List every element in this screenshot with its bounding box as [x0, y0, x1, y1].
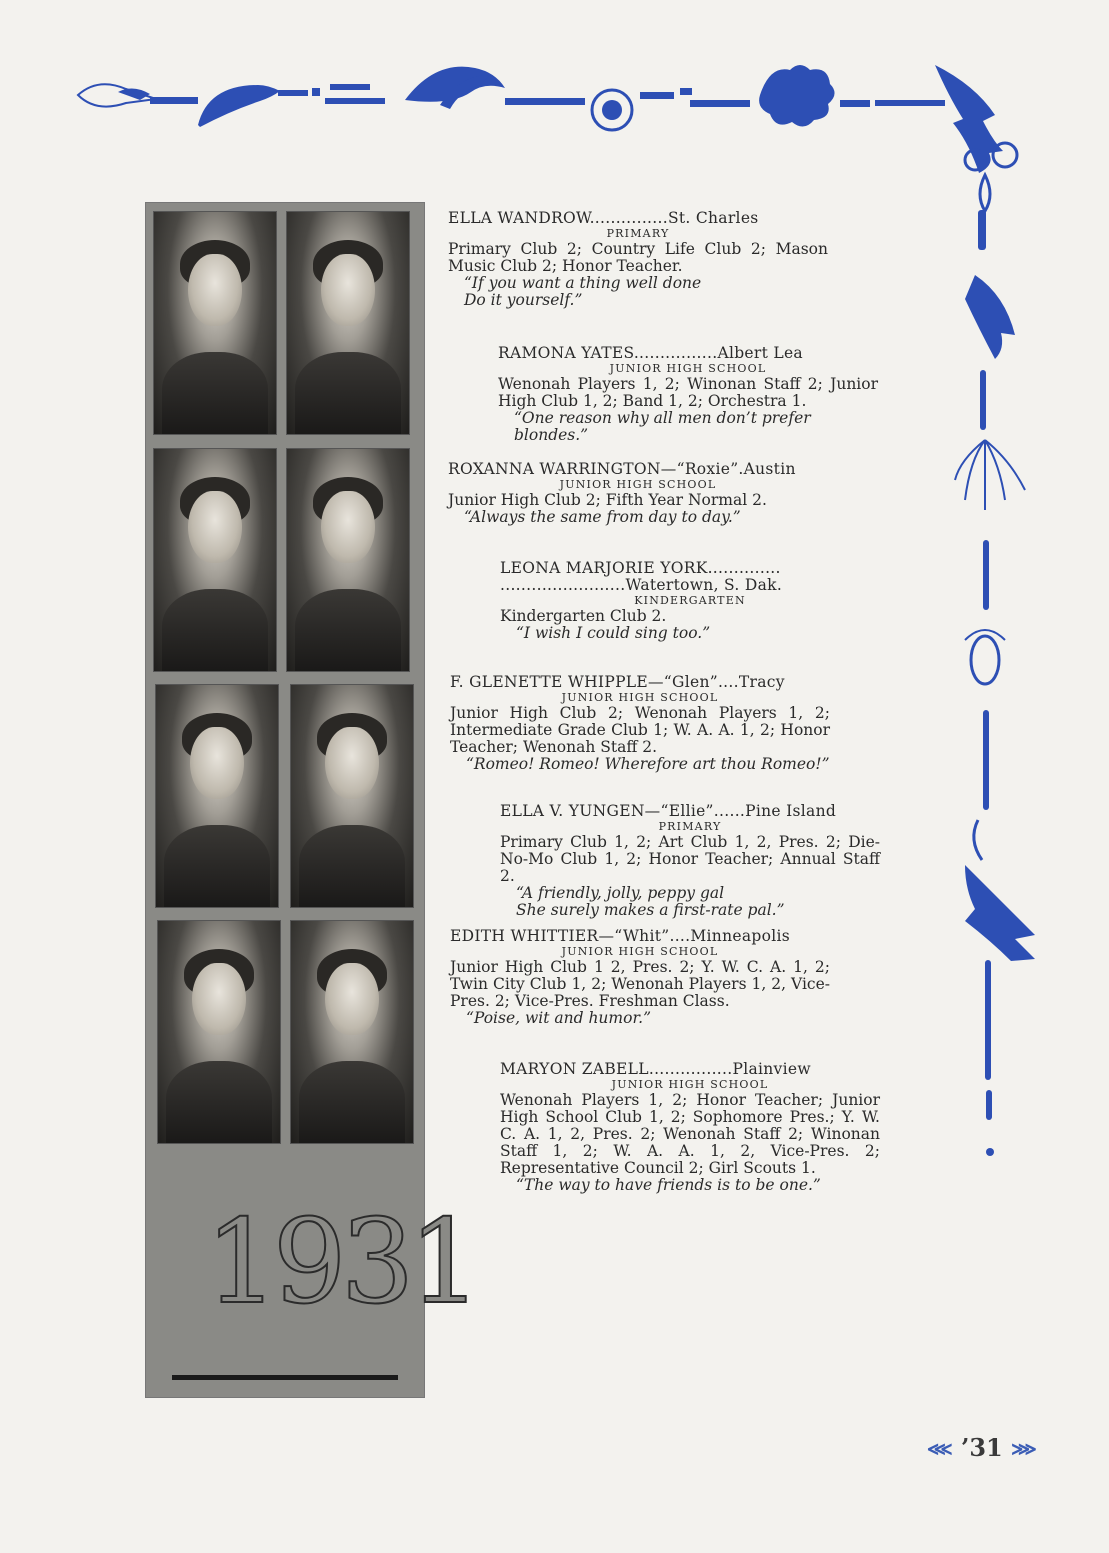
pinecone-icon — [971, 636, 999, 684]
entry-name: MARYON ZABELL................Plainview — [500, 1060, 811, 1078]
entry-quote-line-1: “Poise, wit and humor.” — [466, 1009, 652, 1027]
year-rule — [172, 1375, 398, 1380]
portrait-edith-whittier — [157, 920, 281, 1144]
entry-activities: Primary Club 2; Country Life Club 2; Mason Music Club 2; Honor Teacher. — [448, 240, 828, 275]
portrait-leona-york — [286, 448, 410, 672]
holly-leaf-icon-2 — [965, 275, 1015, 359]
page-number: ’31 — [960, 1433, 1003, 1462]
entry-dept: PRIMARY — [658, 820, 722, 833]
entry-activities: Wenonah Players 1, 2; Honor Teacher; Junior High School Club 1, 2; Sophomore Pres.; Y. W. C. A. 1, 2, Pres. 2; Wenonah Staff 2; Winonan Staff 1, 2; W. A. A. 1, 2, Vice-Pres. 2; Representative Council 2; Girl Scouts 1. — [500, 1091, 880, 1177]
oak-leaf-icon — [759, 65, 834, 127]
entry-name: EDITH WHITTIER—“Whit”....Minneapolis — [450, 927, 791, 945]
tassel-icon — [955, 440, 1025, 510]
entry-name: ROXANNA WARRINGTON—“Roxie”.Austin — [448, 460, 796, 478]
portrait-glenette-whipple — [155, 684, 279, 908]
holly-leaf-icon-3 — [965, 865, 1035, 961]
entry-dept: JUNIOR HIGH SCHOOL — [559, 478, 717, 491]
portrait-roxanna-warrington — [153, 448, 277, 672]
entry-activities: Wenonah Players 1, 2; Winonan Staff 2; Junior High Club 1, 2; Band 1, 2; Orchestra 1. — [498, 375, 878, 410]
entry-dept: KINDERGARTEN — [634, 594, 746, 607]
entry-roxanna-warrington — [448, 461, 828, 526]
left-ornament-icon: ⋘ — [927, 1439, 953, 1460]
entry-name: ELLA V. YUNGEN—“Ellie”......Pine Island — [500, 802, 837, 820]
entry-activities: Junior High Club 1 2, Pres. 2; Y. W. C. A. 1, 2; Twin City Club 1, 2; Wenonah Players 1, 2, Vice-Pres. 2; Vice-Pres. Freshman Class. — [450, 958, 830, 1010]
entry-quote-line-1: “One reason why all men don’t prefer blondes.” — [514, 409, 811, 444]
portrait-ramona-yates — [286, 211, 410, 435]
entry-glenette-whipple — [450, 674, 830, 773]
entry-dept: PRIMARY — [606, 227, 670, 240]
entry-ella-yungen — [500, 803, 880, 919]
entry-ramona-yates — [498, 345, 878, 444]
entry-quote-line-1: “Romeo! Romeo! Wherefore art thou Romeo!” — [466, 755, 830, 773]
entry-quote-line-1: “I wish I could sing too.” — [516, 624, 711, 642]
entry-dept: JUNIOR HIGH SCHOOL — [609, 362, 767, 375]
leaf-icon — [198, 85, 280, 127]
entry-name: ELLA WANDROW...............St. Charles — [448, 209, 759, 227]
entry-dept: JUNIOR HIGH SCHOOL — [611, 1078, 769, 1091]
entry-name: RAMONA YATES................Albert Lea — [498, 344, 803, 362]
portrait-ella-wandrow — [153, 211, 277, 435]
entry-quote-line-1: “A friendly, jolly, peppy gal — [516, 884, 725, 902]
entry-dept: JUNIOR HIGH SCHOOL — [561, 691, 719, 704]
entry-edith-whittier — [450, 928, 830, 1027]
entry-quote-line-2: She surely makes a first-rate pal.” — [516, 901, 785, 919]
entry-activities: Junior High Club 2; Wenonah Players 1, 2; Intermediate Grade Club 1; W. A. A. 1, 2; Honor Teacher; Wenonah Staff 2. — [450, 704, 830, 756]
entry-quote-line-1: “If you want a thing well done — [464, 274, 702, 292]
entry-leona-york — [500, 560, 880, 642]
year-label: 1931 — [205, 1195, 477, 1330]
portrait-maryon-zabell — [290, 920, 414, 1144]
right-ornament-icon: ⋙ — [1011, 1439, 1037, 1460]
page-footer — [927, 1433, 1057, 1463]
entry-name-line-1: LEONA MARJORIE YORK.............. — [500, 559, 781, 577]
entry-quote-line-1: “The way to have friends is to be one.” — [516, 1176, 821, 1194]
entry-dept: JUNIOR HIGH SCHOOL — [561, 945, 719, 958]
entry-maryon-zabell — [500, 1061, 880, 1194]
entry-ella-wandrow — [448, 210, 828, 309]
entry-name: F. GLENETTE WHIPPLE—“Glen”....Tracy — [450, 673, 785, 691]
entry-activities: Junior High Club 2; Fifth Year Normal 2. — [448, 491, 767, 509]
entry-activities: Primary Club 1, 2; Art Club 1, 2, Pres. 2; Die-No-Mo Club 1, 2; Honor Teacher; Annual Staff 2. — [500, 833, 880, 885]
entry-name-line-2: ........................Watertown, S. Dak. — [500, 576, 783, 594]
entry-activities: Kindergarten Club 2. — [500, 607, 667, 625]
entry-quote-line-2: Do it yourself.” — [464, 291, 583, 309]
entry-quote-line-1: “Always the same from day to day.” — [464, 508, 741, 526]
portrait-ella-yungen — [290, 684, 414, 908]
